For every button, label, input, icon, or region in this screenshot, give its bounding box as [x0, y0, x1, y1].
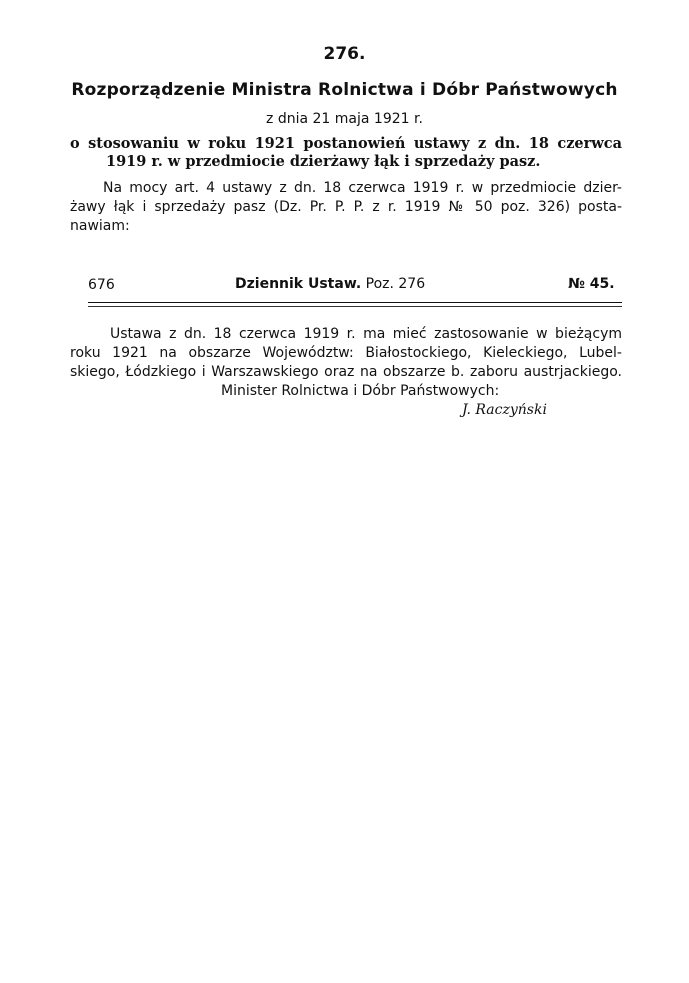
regulation-title: Rozporządzenie Ministra Rolnictwa i Dóbr Państwowych: [71, 80, 618, 100]
paragraph-2-line-2: roku 1921 na obszarze Województw: Białostockiego, Kieleckiego, Lubel-: [70, 345, 622, 361]
page-number: 676: [88, 277, 115, 293]
paragraph-1-line-3: nawiam:: [70, 218, 130, 234]
paragraph-2-line-3: skiego, Łódzkiego i Warszawskiego oraz na obszarze b. zaboru austrjackiego.: [70, 364, 622, 380]
regulation-number: 276.: [323, 44, 366, 64]
paragraph-2-line-1: Ustawa z dn. 18 czerwca 1919 r. ma mieć zastosowanie w bieżącym: [110, 326, 622, 342]
paragraph-1-line-2: żawy łąk i sprzedaży pasz (Dz. Pr. P. P. z r. 1919 № 50 poz. 326) posta-: [70, 199, 622, 215]
regulation-date: z dnia 21 maja 1921 r.: [266, 111, 423, 127]
minister-title: Minister Rolnictwa i Dóbr Państwowych:: [221, 383, 500, 399]
journal-position: Poz. 276: [365, 276, 426, 292]
paragraph-1-line-1: Na mocy art. 4 ustawy z dn. 18 czerwca 1919 r. w przedmiocie dzier-: [103, 180, 622, 196]
journal-header: [235, 276, 425, 292]
subject-line-1: o stosowaniu w roku 1921 postanowień ustawy z dn. 18 czerwca: [70, 135, 622, 152]
issue-number: № 45.: [568, 276, 615, 292]
header-rule-thick: [88, 302, 622, 303]
signature: J. Raczyński: [462, 402, 547, 418]
header-rule-thin: [88, 306, 622, 307]
journal-name: Dziennik Ustaw.: [235, 276, 362, 292]
subject-line-2: 1919 r. w przedmiocie dzierżawy łąk i sprzedaży pasz.: [106, 153, 541, 170]
